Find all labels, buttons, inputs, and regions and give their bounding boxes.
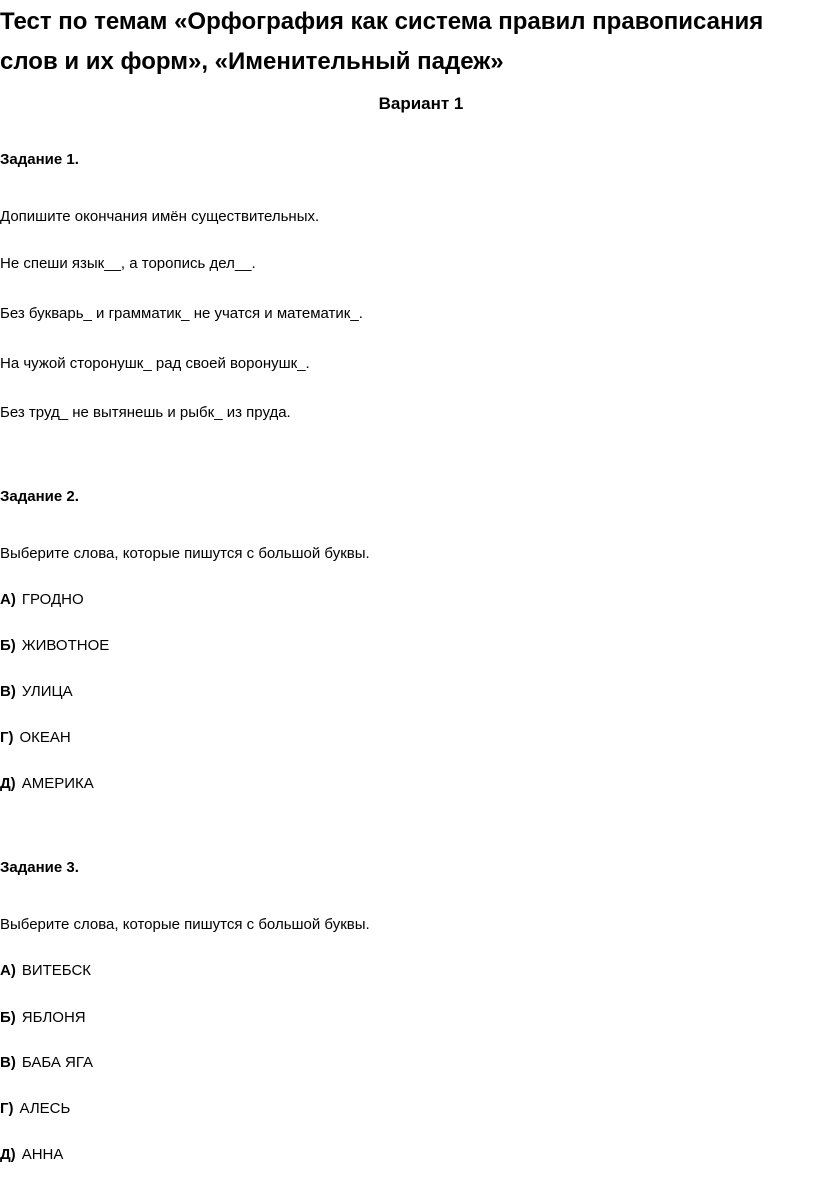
option-text: УЛИЦА [21, 683, 73, 700]
option-letter: Г) [0, 729, 14, 746]
task-3-instruction: Выберите слова, которые пишутся с большой буквы. [0, 916, 370, 933]
task-1-instruction: Допишите окончания имён существительных. [0, 208, 320, 225]
task-1-sentence-1: Не спеши язык__, а торопись дел__. [0, 255, 256, 272]
task-3-option-a[interactable] [0, 960, 91, 982]
option-text: АННА [21, 1146, 64, 1163]
task-1-sentence-2: Без букварь_ и грамматик_ не учатся и математик_. [0, 305, 363, 322]
task-2-heading: Задание 2. [0, 488, 79, 505]
option-text: ЯБЛОНЯ [21, 1009, 86, 1026]
option-letter: Б) [0, 1009, 16, 1026]
task-1-heading: Задание 1. [0, 151, 79, 168]
task-2-option-e[interactable] [0, 773, 94, 795]
option-letter: Д) [0, 775, 16, 792]
task-3-heading: Задание 3. [0, 859, 79, 876]
option-text: АЛЕСЬ [19, 1100, 71, 1117]
option-letter: А) [0, 591, 16, 608]
task-2-option-a[interactable] [0, 589, 84, 611]
option-letter: Б) [0, 637, 16, 654]
option-text: АМЕРИКА [21, 775, 94, 792]
task-3-option-c[interactable] [0, 1052, 93, 1074]
option-text: БАБА ЯГА [21, 1054, 93, 1071]
option-text: ЖИВОТНОЕ [21, 637, 110, 654]
variant-label: Вариант 1 [378, 94, 464, 113]
task-3-option-d[interactable] [0, 1098, 70, 1120]
option-text: ОКЕАН [19, 729, 71, 746]
option-letter: Г) [0, 1100, 14, 1117]
task-1-sentence-3: На чужой сторонушк_ рад своей воронушк_. [0, 355, 310, 372]
task-2-instruction: Выберите слова, которые пишутся с большой буквы. [0, 545, 370, 562]
option-text: ГРОДНО [21, 591, 84, 608]
document-title: Тест по темам «Орфография как система правил правописания слов и их форм», «Именительный падеж» [0, 8, 764, 75]
task-2-option-b[interactable] [0, 635, 109, 657]
task-1-sentence-4: Без труд_ не вытянешь и рыбк_ из пруда. [0, 404, 291, 421]
option-letter: В) [0, 683, 16, 700]
option-letter: А) [0, 962, 16, 979]
option-text: ВИТЕБСК [21, 962, 92, 979]
task-2-option-d[interactable] [0, 727, 71, 749]
task-2-option-c[interactable] [0, 681, 73, 703]
task-3-option-e[interactable] [0, 1144, 63, 1166]
option-letter: В) [0, 1054, 16, 1071]
task-3-option-b[interactable] [0, 1007, 86, 1029]
option-letter: Д) [0, 1146, 16, 1163]
